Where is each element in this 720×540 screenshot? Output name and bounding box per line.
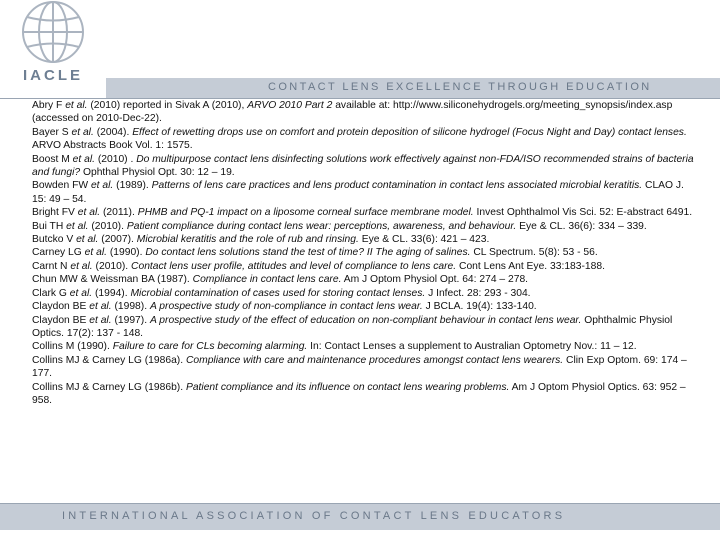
reference-year: (2004). xyxy=(93,126,133,138)
reference-source: CL Spectrum. 5(8): 53 - 56. xyxy=(470,247,598,259)
reference-year: (1998). xyxy=(111,301,150,313)
reference-year: (1986b). xyxy=(144,381,186,393)
reference-title: A prospective study of the effect of education on non-compliant behaviour in contact lens wear. xyxy=(149,314,582,326)
reference-title: Compliance with care and maintenance procedures amongst contact lens wearers. xyxy=(185,354,564,366)
reference-title: PHMB and PQ-1 impact on a liposome corneal surface membrane model. xyxy=(137,207,474,219)
reference-etal: et al. xyxy=(69,287,93,299)
reference-source: J Infect. 28: 293 - 304. xyxy=(425,287,531,299)
reference-item xyxy=(32,354,696,381)
reference-etal: et al. xyxy=(76,234,99,246)
reference-year: (1987). xyxy=(157,274,193,286)
reference-year: (2011). xyxy=(100,207,138,219)
reference-authors: Carney LG xyxy=(32,247,85,259)
reference-year: (1997). xyxy=(111,314,150,326)
reference-year: (1990). xyxy=(106,247,146,259)
reference-list xyxy=(32,99,696,407)
reference-etal: et al. xyxy=(66,220,89,232)
reference-title: Patient compliance and its influence on contact lens wearing problems. xyxy=(185,381,510,393)
reference-source: CLAO J. 15: 49 – 54. xyxy=(32,180,684,205)
reference-item xyxy=(32,179,696,206)
reference-year: (2007). xyxy=(98,234,137,246)
reference-authors: Bayer S xyxy=(32,126,72,138)
reference-source: ARVO Abstracts Book Vol. 1: 1575. xyxy=(32,140,193,152)
reference-item xyxy=(32,126,696,153)
reference-year: (2010). xyxy=(88,220,127,232)
reference-title: Effect of rewetting drops use on comfort and protein deposition of silicone hydrogel (Focus Night and Day) contact lenses. xyxy=(132,126,687,138)
reference-title: Patient compliance during contact lens wear: perceptions, awareness, and behaviour. xyxy=(126,220,517,232)
reference-item xyxy=(32,287,696,300)
reference-item xyxy=(32,233,696,246)
reference-authors: Collins MJ & Carney LG xyxy=(32,381,145,393)
reference-item xyxy=(32,99,696,126)
reference-source: Ophthalmic Physiol Optics. 17(2): 137 - 148. xyxy=(32,314,673,339)
reference-etal: et al. xyxy=(72,153,95,165)
reference-source: Am J Optom Physiol Optics. 63: 952 – 958. xyxy=(32,381,686,406)
reference-item xyxy=(32,314,696,341)
reference-etal: et al. xyxy=(84,247,107,259)
reference-item xyxy=(32,300,696,313)
reference-title: Contact lens user profile, attitudes and level of compliance to lens care. xyxy=(131,260,457,272)
reference-authors: Claydon BE xyxy=(32,314,90,326)
reference-authors: Bowden FW xyxy=(32,180,91,192)
header-tagline: CONTACT LENS EXCELLENCE THROUGH EDUCATION xyxy=(268,81,652,93)
reference-year: (2010). xyxy=(92,260,132,272)
reference-etal: et al. xyxy=(65,100,88,111)
reference-source: Eye & CL. 36(6): 334 – 339. xyxy=(516,220,647,232)
reference-source: Cont Lens Ant Eye. 33:183-188. xyxy=(456,260,605,272)
reference-source: available at: http://www.siliconehydrogels.org/meeting_synopsis/index.asp (accessed on 2010-Dec-22). xyxy=(32,100,673,125)
reference-authors: Abry F xyxy=(32,100,66,111)
reference-authors: Bright FV xyxy=(32,207,78,219)
reference-title: Microbial contamination of cases used for storing contact lenses. xyxy=(130,287,426,299)
reference-title: Do multipurpose contact lens disinfecting solutions work effectively against non-FDA/ISO recommended strains of bacteria and fungi? xyxy=(32,153,694,179)
iacle-logo xyxy=(0,0,106,96)
footer-text: INTERNATIONAL ASSOCIATION OF CONTACT LENS EDUCATORS xyxy=(62,510,566,522)
reference-title: A prospective study of non-compliance in contact lens wear. xyxy=(149,301,423,313)
reference-title: Patterns of lens care practices and lens product contamination in contact lens associated microbial keratitis. xyxy=(151,180,643,192)
reference-authors: Collins MJ & Carney LG xyxy=(32,354,145,366)
reference-authors: Chun MW & Weissman BA xyxy=(32,274,158,286)
reference-year: (1986a). xyxy=(144,354,186,366)
reference-item xyxy=(32,206,696,219)
reference-etal: et al. xyxy=(89,301,112,313)
reference-year: (2010) reported in Sivak A (2010), xyxy=(87,100,248,111)
reference-title: Failure to care for CLs becoming alarming. xyxy=(112,341,308,353)
reference-item xyxy=(32,381,696,408)
reference-year: (1990). xyxy=(77,341,113,353)
logo-wordmark: IACLE xyxy=(23,67,83,84)
reference-source: Clin Exp Optom. 69: 174 – 177. xyxy=(32,354,687,380)
reference-title: Microbial keratitis and the role of rub and rinsing. xyxy=(136,234,359,246)
reference-authors: Collins M xyxy=(32,341,78,353)
reference-source: Invest Ophthalmol Vis Sci. 52: E-abstract 6491. xyxy=(473,207,693,219)
reference-item xyxy=(32,153,696,180)
reference-authors: Bui TH xyxy=(32,220,67,232)
reference-etal: et al. xyxy=(77,207,101,219)
reference-year: (1989). xyxy=(113,180,152,192)
reference-item xyxy=(32,340,696,353)
reference-title: ARVO 2010 Part 2 xyxy=(247,100,333,111)
reference-authors: Boost M xyxy=(32,153,73,165)
reference-year: (1994). xyxy=(92,287,131,299)
reference-authors: Claydon BE xyxy=(32,301,90,313)
reference-etal: et al. xyxy=(70,260,93,272)
reference-title: Do contact lens solutions stand the test of time? II The aging of salines. xyxy=(145,247,471,259)
reference-source: Eye & CL. 33(6): 421 – 423. xyxy=(358,234,490,246)
reference-source: Am J Optom Physiol Opt. 64: 274 – 278. xyxy=(341,274,529,286)
reference-item xyxy=(32,246,696,259)
reference-item xyxy=(32,220,696,233)
reference-item xyxy=(32,273,696,286)
reference-etal: et al. xyxy=(89,314,112,326)
reference-year: (2010) . xyxy=(94,153,137,165)
reference-title: Compliance in contact lens care. xyxy=(192,274,342,286)
reference-etal: et al. xyxy=(71,126,94,138)
reference-source: Ophthal Physiol Opt. 30: 12 – 19. xyxy=(80,167,235,179)
globe-logo-icon xyxy=(0,0,106,70)
reference-item xyxy=(32,260,696,273)
reference-source: In: Contact Lenses a supplement to Australian Optometry Nov.: 11 – 12. xyxy=(307,341,637,353)
reference-etal: et al. xyxy=(90,180,114,192)
reference-source: J BCLA. 19(4): 133-140. xyxy=(422,301,537,313)
reference-authors: Clark G xyxy=(32,287,70,299)
reference-authors: Carnt N xyxy=(32,260,71,272)
reference-authors: Butcko V xyxy=(32,234,77,246)
